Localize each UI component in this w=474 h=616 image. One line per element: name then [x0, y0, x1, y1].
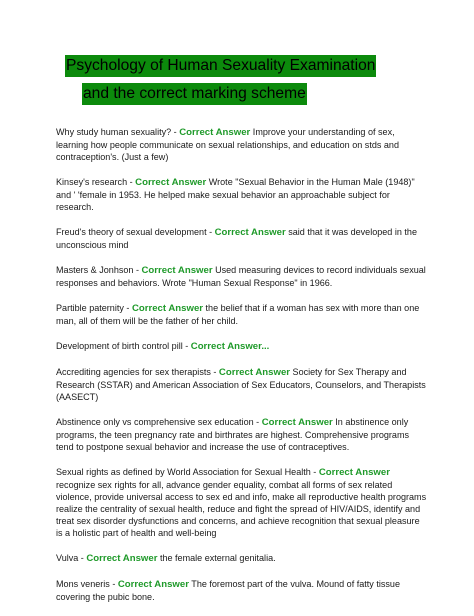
answer-text: said that it was developed in the unconscious mind	[56, 227, 417, 250]
title-line-1: Psychology of Human Sexuality Examination	[65, 55, 376, 77]
correct-answer-label: Correct Answer	[135, 177, 207, 188]
qa-item	[56, 302, 428, 327]
qa-item	[56, 340, 428, 353]
question-text: Abstinence only vs comprehensive sex education -	[56, 417, 262, 427]
correct-answer-label: Correct Answer	[141, 265, 213, 276]
correct-answer-label: Correct Answer	[179, 127, 251, 138]
answer-text: Used measuring devices to record individuals sexual responses and behaviors. Wrote "Human Sexual Response" in 1966.	[56, 265, 426, 288]
qa-list	[56, 126, 428, 616]
correct-answer-label: Correct Answer	[261, 417, 333, 428]
qa-item	[56, 466, 428, 539]
qa-item	[56, 226, 428, 251]
answer-text: In abstinence only programs, the teen pregnancy rate and birthrates are highest. Comprehensive programs tend to postpone sexual behavior and increase the use of contraceptives.	[56, 417, 410, 452]
qa-item	[56, 264, 428, 289]
answer-text: recognize sex rights for all, advance gender equality, combat all forms of sex related violence, provide universal access to sex ed and info, make all reproductive health programs realize the centrality of sexual health, reduce and fight the spread of HIV/AIDS, identify and treat sex disorder dysfunctions and concerns, and achieve recognition that sexual pleasure is a holistic part of health and well-being	[56, 480, 427, 538]
question-text: Why study human sexuality? -	[56, 127, 180, 137]
correct-answer-label: Correct Answer	[131, 303, 204, 314]
correct-answer-label: Correct Answer	[318, 467, 390, 478]
answer-text: Improve your understanding of sex, learning how people communicate on sexual relationships, and education on stds and contraception's. (Just a few)	[56, 127, 399, 162]
answer-text: The foremost part of the vulva. Mound of fatty tissue covering the pubic bone.	[56, 579, 400, 602]
question-text: Mons veneris -	[56, 579, 118, 589]
qa-item	[56, 176, 428, 213]
question-text: Sexual rights as defined by World Association for Sexual Health -	[56, 467, 319, 477]
question-text: Vulva -	[56, 553, 87, 563]
question-text: Accrediting agencies for sex therapists -	[56, 367, 219, 377]
question-text: Development of birth control pill -	[56, 341, 191, 351]
document-title	[65, 55, 411, 105]
qa-item	[56, 126, 428, 163]
correct-answer-label: Correct Answer...	[190, 341, 270, 352]
question-text: Kinsey's research -	[56, 177, 136, 187]
answer-text: the belief that if a woman has sex with more than one man, all of them will be the father of her child.	[56, 303, 420, 326]
correct-answer-label: Correct Answer	[86, 553, 158, 564]
qa-item	[56, 416, 428, 453]
correct-answer-label: Correct Answer	[214, 227, 286, 238]
question-text: Freud's theory of sexual development -	[56, 227, 215, 237]
answer-text: Wrote "Sexual Behavior in the Human Male (1948)" and ' 'female in 1953. He helped make sexual behavior an approachable subject for research.	[56, 177, 415, 212]
answer-text: the female external genitalia.	[157, 553, 276, 563]
correct-answer-label: Correct Answer	[218, 367, 291, 378]
qa-item	[56, 578, 428, 603]
qa-item	[56, 366, 428, 403]
title-line-2: and the correct marking scheme	[82, 83, 307, 105]
qa-item	[56, 552, 428, 565]
question-text: Partible paternity -	[56, 303, 132, 313]
correct-answer-label: Correct Answer	[117, 579, 189, 590]
question-text: Masters & Jonhson -	[56, 265, 142, 275]
answer-text: Society for Sex Therapy and Research (SSTAR) and American Association of Sex Educators, Counselors, and Therapists (AASECT)	[56, 367, 426, 402]
